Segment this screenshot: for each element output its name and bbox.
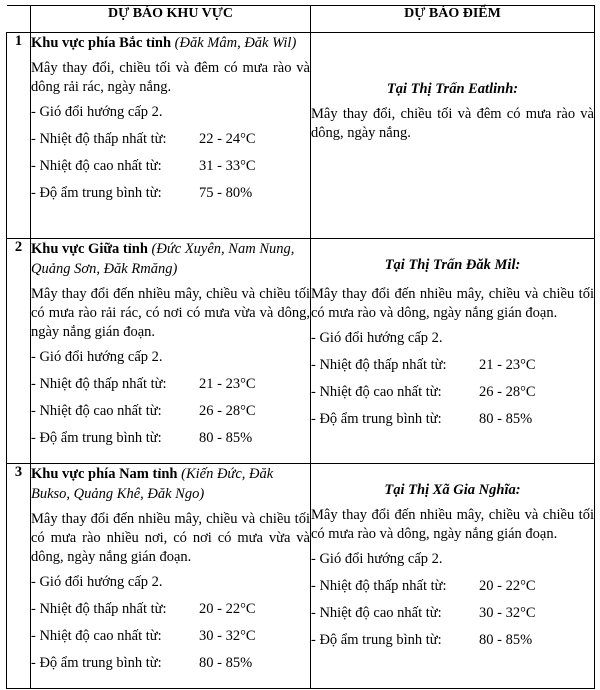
table-row	[7, 33, 595, 239]
region-humidity	[31, 654, 310, 673]
region-wind: - Gió đổi hướng cấp 2.	[31, 574, 163, 590]
region-min-temp	[31, 375, 310, 394]
humidity-label: - Độ ẩm trung bình từ:	[31, 185, 162, 201]
table-row	[7, 464, 595, 689]
min-temp-value: 22 - 24°C	[199, 131, 256, 147]
region-max-temp	[31, 402, 310, 421]
max-temp-value: 30 - 32°C	[479, 605, 536, 621]
min-temp-label: - Nhiệt độ thấp nhất từ:	[311, 357, 447, 373]
region-title	[31, 239, 310, 279]
row-number: 1	[7, 33, 31, 239]
humidity-value: 80 - 85%	[199, 655, 253, 671]
max-temp-value: 26 - 28°C	[479, 384, 536, 400]
forecast-table	[6, 5, 595, 689]
region-max-temp	[31, 627, 310, 646]
point-cell	[311, 33, 595, 239]
humidity-value: 80 - 85%	[199, 430, 253, 446]
min-temp-label: - Nhiệt độ thấp nhất từ:	[31, 131, 167, 147]
max-temp-label: - Nhiệt độ cao nhất từ:	[31, 628, 162, 644]
point-cell	[311, 239, 595, 464]
min-temp-label: - Nhiệt độ thấp nhất từ:	[31, 601, 167, 617]
region-max-temp	[31, 157, 310, 176]
point-description: Mây thay đổi đến nhiều mây, chiều và chiều tối có mưa rào và dông, ngày nắng gián đoạn.	[311, 507, 594, 542]
region-description: Mây thay đổi đến nhiều mây, chiều và chiều tối có mưa rào nhiều nơi, có nơi có mưa vừa và dông, ngày nắng gián đoạn.	[31, 511, 310, 565]
region-name: Khu vực Giữa tỉnh	[31, 241, 148, 257]
region-title	[31, 464, 310, 504]
min-temp-value: 20 - 22°C	[199, 601, 256, 617]
point-humidity	[311, 631, 594, 650]
max-temp-label: - Nhiệt độ cao nhất từ:	[31, 403, 162, 419]
point-max-temp	[311, 604, 594, 623]
humidity-label: - Độ ẩm trung bình từ:	[31, 655, 162, 671]
humidity-label: - Độ ẩm trung bình từ:	[311, 632, 442, 648]
point-wind: - Gió đổi hướng cấp 2.	[311, 551, 443, 567]
humidity-label: - Độ ẩm trung bình từ:	[31, 430, 162, 446]
region-min-temp	[31, 600, 310, 619]
humidity-value: 80 - 85%	[479, 411, 533, 427]
point-title: Tại Thị Trấn Eatlinh:	[386, 81, 519, 97]
region-name: Khu vực phía Bắc tỉnh	[31, 35, 172, 51]
point-title: Tại Thị Trấn Đăk Mil:	[384, 257, 521, 273]
region-cell	[31, 239, 311, 464]
min-temp-value: 21 - 23°C	[199, 376, 256, 392]
table-row	[7, 239, 595, 464]
point-cell	[311, 464, 595, 689]
point-min-temp	[311, 356, 594, 375]
region-humidity	[31, 184, 310, 203]
region-places: (Đức Xuyên, Nam Nung, Quảng Sơn, Đăk Rmăng)	[31, 241, 295, 277]
region-wind: - Gió đổi hướng cấp 2.	[31, 104, 163, 120]
region-cell	[31, 464, 311, 689]
header-row	[7, 6, 595, 33]
region-title	[31, 33, 310, 53]
max-temp-value: 31 - 33°C	[199, 158, 256, 174]
header-point-forecast: DỰ BÁO ĐIỂM	[311, 6, 595, 33]
max-temp-value: 30 - 32°C	[199, 628, 256, 644]
point-min-temp	[311, 577, 594, 596]
humidity-value: 75 - 80%	[199, 185, 253, 201]
min-temp-label: - Nhiệt độ thấp nhất từ:	[31, 376, 167, 392]
row-number: 3	[7, 464, 31, 689]
max-temp-value: 26 - 28°C	[199, 403, 256, 419]
max-temp-label: - Nhiệt độ cao nhất từ:	[311, 605, 442, 621]
max-temp-label: - Nhiệt độ cao nhất từ:	[311, 384, 442, 400]
min-temp-value: 21 - 23°C	[479, 357, 536, 373]
region-wind: - Gió đổi hướng cấp 2.	[31, 349, 163, 365]
max-temp-label: - Nhiệt độ cao nhất từ:	[31, 158, 162, 174]
region-description: Mây thay đổi, chiều tối và đêm có mưa rào và dông rải rác, ngày nắng.	[31, 60, 310, 95]
header-number-cell	[7, 6, 31, 33]
point-title: Tại Thị Xã Gia Nghĩa:	[384, 482, 521, 498]
region-name: Khu vực phía Nam tỉnh	[31, 466, 178, 482]
point-description: Mây thay đổi đến nhiều mây, chiều và chiều tối có mưa rào và dông, ngày nắng gián đoạn.	[311, 286, 594, 321]
region-humidity	[31, 429, 310, 448]
header-region-forecast: DỰ BÁO KHU VỰC	[31, 6, 311, 33]
region-places: (Đăk Mâm, Đăk Wil)	[171, 35, 297, 51]
row-number: 2	[7, 239, 31, 464]
point-wind: - Gió đổi hướng cấp 2.	[311, 330, 443, 346]
region-places: (Kiến Đức, Đăk Bukso, Quảng Khê, Đăk Ngo)	[31, 466, 274, 502]
region-cell	[31, 33, 311, 239]
region-description: Mây thay đổi đến nhiều mây, chiều và chiều tối có mưa rào rải rác, có nơi có mưa vừa và dông, ngày nắng gián đoạn.	[31, 286, 310, 340]
point-description: Mây thay đổi, chiều tối và đêm có mưa rào và dông, ngày nắng.	[311, 106, 594, 141]
point-max-temp	[311, 383, 594, 402]
min-temp-label: - Nhiệt độ thấp nhất từ:	[311, 578, 447, 594]
humidity-value: 80 - 85%	[479, 632, 533, 648]
min-temp-value: 20 - 22°C	[479, 578, 536, 594]
humidity-label: - Độ ẩm trung bình từ:	[311, 411, 442, 427]
region-min-temp	[31, 130, 310, 149]
point-humidity	[311, 410, 594, 429]
